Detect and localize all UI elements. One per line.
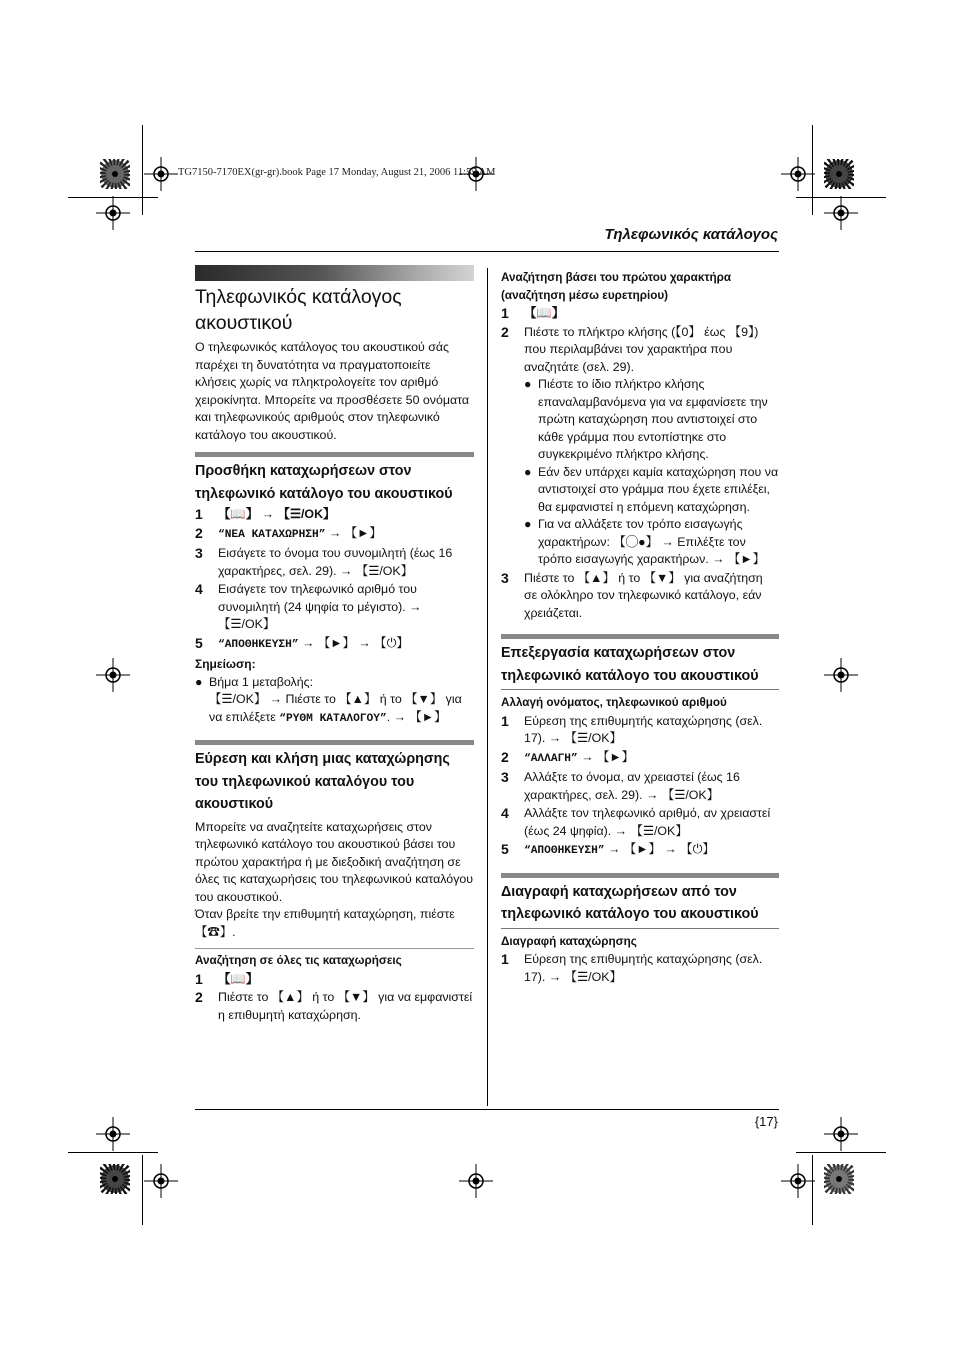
step bbox=[195, 581, 474, 634]
step bbox=[501, 324, 779, 377]
display-text: “ΑΠΟΘΗΚΕΥΣΗ” bbox=[524, 845, 605, 857]
step-text: Αλλάξτε το όνομα, αν χρειαστεί (έως 16 χαρακτήρες, σελ. 29). → 【☰/OK】 bbox=[524, 770, 740, 802]
bullet-icon: ● bbox=[524, 464, 532, 479]
registration-mark-icon bbox=[96, 1117, 130, 1151]
section-heading-add: Προσθήκη καταχωρήσεων στον τηλεφωνικό κατάλογο του ακουστικού bbox=[195, 452, 474, 505]
registration-mark-icon bbox=[824, 1117, 858, 1151]
registration-mark-icon bbox=[144, 157, 178, 191]
step-text: → 【►】 bbox=[577, 749, 635, 764]
step-text: → 【►】 bbox=[325, 525, 382, 540]
running-header: Τηλεφωνικός κατάλογος bbox=[604, 226, 778, 243]
print-slug: TG7150-7170EX(gr-gr).book Page 17 Monday, August 21, 2006 11:55 AM bbox=[178, 167, 496, 178]
step-number: 2 bbox=[501, 748, 509, 765]
registration-mark-icon bbox=[781, 157, 815, 191]
color-wheel-icon bbox=[100, 159, 130, 189]
bullet-text: Πιέστε το ίδιο πλήκτρο κλήσης επαναλαμβανόμενα για να εμφανίσετε την πρώτη καταχώρηση που αντιστοιχεί στο κάθε γράμμα που εντοπίστηκε στο συγκεκριμένο πλήκτρο κλήσης. bbox=[538, 377, 768, 461]
step-text: → 【►】 → 【⏻】 bbox=[298, 635, 409, 650]
note-text: 【☰/OK】 → Πιέστε το 【▲】 ή το 【▼】 για να επιλέξετε bbox=[209, 692, 462, 724]
find-paragraph-call: Όταν βρείτε την επιθυμητή καταχώρηση, πιέστε 【☎】. bbox=[195, 907, 455, 939]
bullet-text: Για να αλλάξετε τον τρόπο εισαγωγής χαρακτήρων: 【◯●】 → Επιλέξτε τον τρόπο εισαγωγής χαρακτήρων. → 【►】 bbox=[538, 517, 766, 566]
step-number: 3 bbox=[501, 569, 509, 586]
step bbox=[195, 635, 474, 655]
registration-mark-icon bbox=[459, 1164, 493, 1198]
right-column bbox=[501, 269, 779, 986]
step-text: Πιέστε το 【▲】 ή το 【▼】 για να εμφανιστεί η επιθυμητή καταχώρηση. bbox=[218, 990, 473, 1022]
step-number: 1 bbox=[501, 305, 509, 321]
step bbox=[501, 805, 779, 840]
title-line: Τηλεφωνικός κατάλογος bbox=[195, 286, 402, 308]
step-text: Αλλάξτε τον τηλεφωνικό αριθμό, αν χρειαστεί (έως 24 ψηφία). → 【☰/OK】 bbox=[524, 806, 771, 838]
intro-paragraph: Ο τηλεφωνικός κατάλογος του ακουστικού σάς παρέχει τη δυνατότητα να πραγματοποιείτε κλήσεις χωρίς να πληκτρολογείτε τον αριθμό χειροκίνητα. Μπορείτε να προσθέσετε 50 ονόματα και τηλεφωνικούς αριθμούς στον τηλεφωνικό κατάλογο του ακουστικού. bbox=[195, 340, 470, 442]
color-wheel-icon bbox=[824, 159, 854, 189]
registration-mark-icon bbox=[781, 1164, 815, 1198]
note-text: Βήμα 1 μεταβολής: bbox=[209, 674, 314, 689]
step-number: 3 bbox=[195, 545, 203, 561]
bullet-text: Εάν δεν υπάρχει καμία καταχώρηση που να αντιστοιχεί στο γράμμα που έχετε επιλέξει, θα εμφανιστεί η επόμενη καταχώρηση. bbox=[538, 464, 779, 514]
crop-mark bbox=[68, 1152, 158, 1153]
title-line: ακουστικού bbox=[195, 312, 293, 334]
step-number: 4 bbox=[501, 805, 509, 821]
display-text: “ΡΥΘΜ ΚΑΤΑΛΟΓΟΥ” bbox=[279, 712, 387, 725]
footer-rule bbox=[195, 1109, 779, 1110]
step-text: Εισάγετε το όνομα του συνομιλητή (έως 16 χαρακτήρες, σελ. 29). → 【☰/OK】 bbox=[218, 546, 453, 578]
subheading-delete: Διαγραφή καταχώρησης bbox=[501, 934, 637, 948]
step bbox=[195, 971, 474, 989]
step bbox=[195, 506, 474, 524]
header-rule bbox=[195, 251, 779, 252]
step bbox=[195, 989, 474, 1024]
registration-mark-icon bbox=[96, 658, 130, 692]
left-column bbox=[195, 265, 474, 1024]
registration-mark-icon bbox=[144, 1164, 178, 1198]
step-number: 2 bbox=[195, 989, 203, 1005]
note-label: Σημείωση: bbox=[195, 657, 256, 671]
step-number: 1 bbox=[501, 712, 509, 729]
subheading-first-char: Αναζήτηση βάσει του πρώτου χαρακτήρα (αναζήτηση μέσω ευρετηρίου) bbox=[501, 271, 732, 302]
step bbox=[501, 769, 779, 804]
bullet-item bbox=[524, 464, 779, 517]
display-text: “ΑΛΛΑΓΗ” bbox=[524, 752, 578, 765]
step-text: Εύρεση της επιθυμητής καταχώρησης (σελ. 17). → 【☰/OK】 bbox=[524, 952, 763, 984]
crop-mark bbox=[142, 125, 143, 215]
step-number: 4 bbox=[195, 581, 203, 597]
step bbox=[501, 570, 779, 623]
step-number: 5 bbox=[195, 634, 203, 651]
step-text: Εύρεση της επιθυμητής καταχώρησης (σελ. 17). → 【☰/OK】 bbox=[524, 713, 763, 745]
crop-mark bbox=[796, 1152, 886, 1153]
step bbox=[501, 951, 779, 986]
registration-mark-icon bbox=[96, 196, 130, 230]
crop-mark bbox=[142, 1155, 143, 1225]
step-text: Πιέστε το 【▲】 ή το 【▼】 για αναζήτηση σε ολόκληρο τον τηλεφωνικό κατάλογο, εάν χρειάζεται. bbox=[524, 570, 763, 620]
color-wheel-icon bbox=[824, 1164, 854, 1194]
title-gradient-bar bbox=[195, 265, 474, 281]
step bbox=[501, 713, 779, 748]
step bbox=[501, 305, 779, 323]
page-title bbox=[195, 284, 474, 336]
color-wheel-icon bbox=[100, 1164, 130, 1194]
step-number: 2 bbox=[501, 323, 509, 340]
registration-mark-icon bbox=[824, 658, 858, 692]
note-text: . → 【►】 bbox=[386, 709, 447, 724]
step bbox=[195, 525, 474, 545]
step-number: 2 bbox=[195, 524, 203, 541]
section-heading-delete: Διαγραφή καταχωρήσεων από τον τηλεφωνικό κατάλογο του ακουστικού bbox=[501, 873, 779, 929]
step bbox=[195, 545, 474, 580]
step-number: 3 bbox=[501, 769, 509, 785]
note-bullet bbox=[195, 674, 474, 729]
page-number: {17} bbox=[754, 1114, 778, 1129]
step-text: 【📖】 bbox=[218, 971, 259, 986]
display-text: “ΝΕΑ ΚΑΤΑΧΩΡΗΣΗ” bbox=[218, 528, 326, 541]
subheading-change: Αλλαγή ονόματος, τηλεφωνικού αριθμού bbox=[501, 696, 727, 709]
bullet-icon: ● bbox=[524, 517, 532, 531]
section-heading-edit: Επεξεργασία καταχωρήσεων στον τηλεφωνικό κατάλογο του ακουστικού bbox=[501, 634, 779, 690]
find-paragraph: Μπορείτε να αναζητείτε καταχωρήσεις στον τηλεφωνικό κατάλογο του ακουστικού βάσει του πρώτου χαρακτήρα ή με διεξοδική αναζήτηση σε όλες τις καταχωρήσεις του τηλεφωνικού καταλόγου του ακουστικού. bbox=[195, 819, 474, 904]
display-text: “ΑΠΟΘΗΚΕΥΣΗ” bbox=[218, 638, 299, 651]
step-number: 1 bbox=[501, 951, 509, 967]
section-heading-find: Εύρεση και κλήση μιας καταχώρησης του τηλεφωνικού καταλόγου του ακουστικού bbox=[195, 740, 474, 816]
step bbox=[501, 749, 779, 769]
step bbox=[501, 841, 779, 861]
bullet-icon: ● bbox=[195, 674, 203, 689]
step-text: 【📖】 → 【☰/OK】 bbox=[218, 507, 336, 521]
bullet-item bbox=[524, 516, 779, 569]
step-number: 1 bbox=[195, 506, 203, 522]
bullet-icon: ● bbox=[524, 377, 532, 391]
registration-mark-icon bbox=[824, 196, 858, 230]
step-number: 5 bbox=[501, 841, 509, 857]
subheading-search-all: Αναζήτηση σε όλες τις καταχωρήσεις bbox=[195, 948, 474, 970]
step-text: → 【►】 → 【⏻】 bbox=[604, 842, 715, 856]
add-steps bbox=[195, 506, 474, 654]
column-divider bbox=[487, 268, 488, 1106]
step-number: 1 bbox=[195, 970, 203, 987]
step-text: 【📖】 bbox=[524, 306, 565, 320]
step-text: Πιέστε το πλήκτρο κλήσης (【0】 έως 【9】) που περιλαμβάνει τον χαρακτήρα που αναζητάτε (σελ. 29). bbox=[524, 324, 759, 374]
bullet-item bbox=[524, 376, 779, 464]
step-text: Εισάγετε τον τηλεφωνικό αριθμό του συνομιλητή (24 ψηφία το μέγιστο). → 【☰/OK】 bbox=[218, 582, 422, 631]
